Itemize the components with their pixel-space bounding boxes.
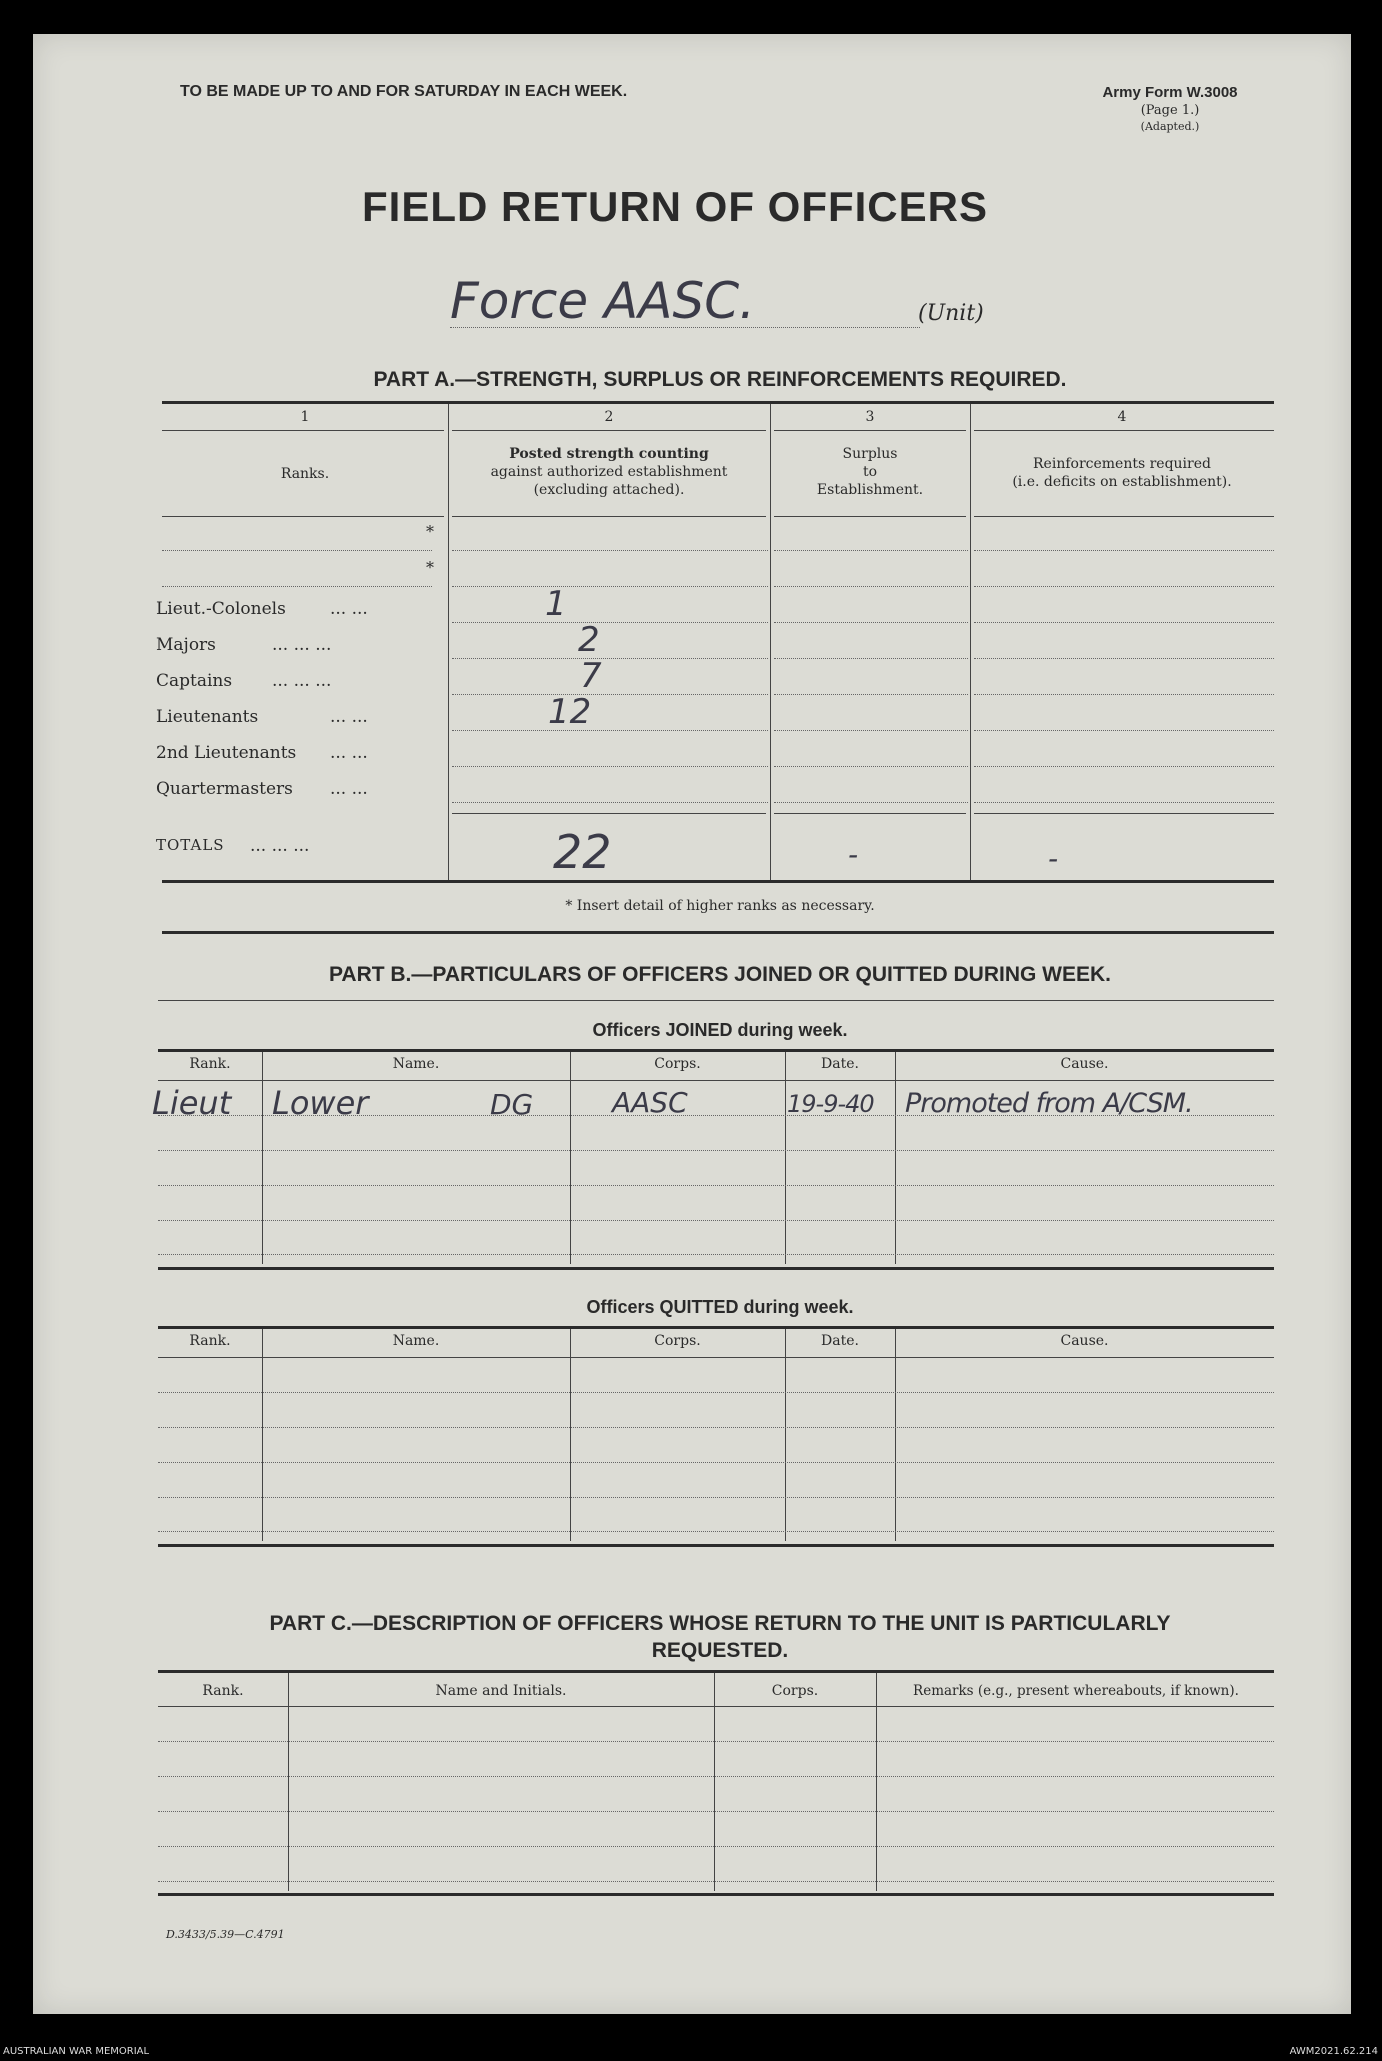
grid-dot [452,802,768,803]
joined-header-rule [158,1080,1274,1081]
header-rule-4 [974,516,1274,517]
quitted-row-line [158,1497,1274,1498]
rank-label: Captains [156,671,233,691]
posted-strength-header-line1: Posted strength counting [509,446,709,462]
part-c-row-line [158,1881,1274,1882]
grid-dot [974,730,1274,731]
joined-col-divider-2 [570,1052,571,1264]
quitted-col-divider-4 [895,1329,896,1541]
rank-dots: ... ... [330,707,368,727]
part-c-col-name: Name and Initials. [435,1683,567,1699]
rank-label: Majors [156,635,216,655]
quitted-col-date: Date. [821,1333,859,1349]
col-number-1: 1 [300,409,310,425]
joined-initials: DG [490,1088,534,1121]
joined-row-line [158,1220,1274,1221]
part-c-header-rule [158,1706,1274,1707]
header-rule-1 [162,516,444,517]
rank-dots: ... ... ... [272,671,332,691]
col-number-3: 3 [865,409,875,425]
posted-strength-header [448,445,770,499]
quitted-col-divider-1 [262,1329,263,1541]
joined-row-line [158,1185,1274,1186]
quitted-row-line [158,1427,1274,1428]
grid-dot [452,622,768,623]
quitted-row-line [158,1531,1274,1532]
quitted-col-cause: Cause. [1060,1333,1109,1349]
col-number-2: 2 [604,409,614,425]
archive-caption-left: AUSTRALIAN WAR MEMORIAL [3,2046,150,2057]
grid-dot [974,586,1274,587]
part-b-heading: PART B.—PARTICULARS OF OFFICERS JOINED OR QUITTED DURING WEEK. [328,963,1112,986]
surplus-header-line1: Surplus [842,446,898,462]
grid-dot [452,730,768,731]
grid-dot [774,766,968,767]
joined-col-divider-1 [262,1052,263,1264]
col-number-rule-1 [162,430,444,431]
strength-value: 2 [578,620,600,660]
grid-dot [974,622,1274,623]
quitted-col-rank: Rank. [189,1333,231,1349]
quitted-col-divider-2 [570,1329,571,1541]
totals-rule-3 [774,813,966,814]
reinforcements-header-line1: Reinforcements required [1033,456,1211,472]
part-c-row-line [158,1741,1274,1742]
asterisk-1: * [426,522,434,541]
rank-dots: ... ... ... [272,635,332,655]
strength-value: 12 [548,692,592,732]
grid-dot [774,622,968,623]
grid-dot [452,586,768,587]
totals-rule-4 [974,813,1274,814]
col-number-rule-4 [974,430,1274,431]
grid-dot [452,766,768,767]
form-adapted: (Adapted.) [1140,120,1200,133]
part-c-heading [180,1610,1260,1664]
grid-dot [974,766,1274,767]
part-a-footnote-rule [162,931,1274,934]
rank-dots: ... ... [330,743,368,763]
joined-col-date: Date. [821,1056,859,1072]
grid-dot [774,586,968,587]
col-number-rule-3 [774,430,966,431]
quitted-col-corps: Corps. [654,1333,701,1349]
reinforcements-header-line2: (i.e. deficits on establishment). [1012,474,1232,490]
grid-dot [774,550,968,551]
part-c-row-line [158,1776,1274,1777]
reinforcements-header [970,455,1274,491]
grid-dot [774,730,968,731]
part-c-col-corps: Corps. [771,1683,819,1699]
top-note: TO BE MADE UP TO AND FOR SATURDAY IN EACH WEEK. [180,83,628,100]
joined-date: 19-9-40 [787,1090,874,1118]
joined-rank: Lieut [152,1084,232,1122]
asterisk-2: * [426,558,434,577]
joined-col-divider-3 [785,1052,786,1264]
grid-dot [452,550,768,551]
surplus-header-line3: Establishment. [816,482,924,498]
totals-label: TOTALS [156,836,225,854]
asterisk-row-1-blank [162,550,432,551]
header-rule-3 [774,516,966,517]
totals-rule-2 [452,813,766,814]
quitted-col-divider-3 [785,1329,786,1541]
ranks-header: Ranks. [280,466,330,482]
quitted-bottom-rule [158,1544,1274,1547]
joined-row-line [158,1254,1274,1255]
rank-label: Lieutenants [156,707,259,727]
part-a-bottom-rule [162,880,1274,883]
surplus-header [770,445,970,499]
asterisk-row-2-blank [162,586,432,587]
grid-dot [774,658,968,659]
grid-dot [974,550,1274,551]
rank-label: Quartermasters [156,779,293,799]
joined-col-name: Name. [392,1056,440,1072]
totals-dots: ... ... ... [250,836,310,856]
part-c-row-line [158,1811,1274,1812]
unit-underline [450,327,920,328]
header-rule-2 [452,516,766,517]
joined-corps: AASC [612,1086,688,1119]
part-c-heading-line1: PART C.—DESCRIPTION OF OFFICERS WHOSE RETURN TO THE UNIT IS PARTICULARLY [269,1612,1171,1635]
part-c-heading-line2: REQUESTED. [651,1639,789,1662]
part-c-bottom-rule [158,1893,1274,1896]
joined-row-line [158,1150,1274,1151]
joined-cause: Promoted from A/CSM. [905,1088,1193,1119]
col-number-4: 4 [1117,409,1127,425]
grid-dot [974,802,1274,803]
unit-label: (Unit) [918,301,984,326]
joined-col-divider-4 [895,1052,896,1264]
quitted-row-line [158,1392,1274,1393]
part-c-col-rank: Rank. [202,1683,244,1699]
joined-name: Lower [272,1084,369,1122]
totals-reinforcements: - [1048,842,1059,875]
quitted-header-rule [158,1357,1274,1358]
grid-dot [774,802,968,803]
form-page-number: (Page 1.) [1140,103,1200,118]
surplus-header-line2: to [862,464,878,480]
quitted-col-name: Name. [392,1333,440,1349]
part-c-row-line [158,1846,1274,1847]
rank-label: Lieut.-Colonels [156,599,286,619]
unit-value: Force AASC. [450,272,756,330]
joined-heading: Officers JOINED during week. [592,1020,848,1040]
archive-caption-right: AWM2021.62.214 [1289,2046,1378,2057]
joined-col-cause: Cause. [1060,1056,1109,1072]
part-b-heading-rule [158,1000,1274,1001]
quitted-top-rule [158,1326,1274,1329]
posted-strength-header-line2: against authorized establishment [490,464,728,480]
part-a-top-rule [162,401,1274,404]
joined-col-corps: Corps. [654,1056,701,1072]
form-number: Army Form W.3008 [1102,84,1238,101]
grid-dot [452,694,768,695]
strength-value: 7 [580,656,602,696]
form-title: FIELD RETURN OF OFFICERS [362,183,988,230]
quitted-heading: Officers QUITTED during week. [586,1297,854,1317]
rank-dots: ... ... [330,779,368,799]
grid-dot [774,694,968,695]
grid-dot [974,658,1274,659]
part-a-footnote: * Insert detail of higher ranks as necessary. [565,898,875,914]
quitted-row-line [158,1462,1274,1463]
joined-bottom-rule [158,1267,1274,1270]
part-c-top-rule [158,1670,1274,1673]
joined-col-rank: Rank. [189,1056,231,1072]
strength-value: 1 [545,584,567,624]
joined-top-rule [158,1049,1274,1052]
part-a-heading: PART A.—STRENGTH, SURPLUS OR REINFORCEMENTS REQUIRED. [373,368,1067,391]
rank-label: 2nd Lieutenants [156,743,297,763]
print-code: D.3433/5.39—C.4791 [166,1928,285,1941]
grid-dot [452,658,768,659]
posted-strength-header-line3: (excluding attached). [533,482,685,498]
joined-row-line [158,1115,1274,1116]
rank-dots: ... ... [330,599,368,619]
col-number-rule-2 [452,430,766,431]
totals-strength: 22 [553,825,612,879]
totals-surplus: - [848,838,859,871]
grid-dot [974,694,1274,695]
part-c-col-remarks: Remarks (e.g., present whereabouts, if known). [913,1683,1239,1699]
